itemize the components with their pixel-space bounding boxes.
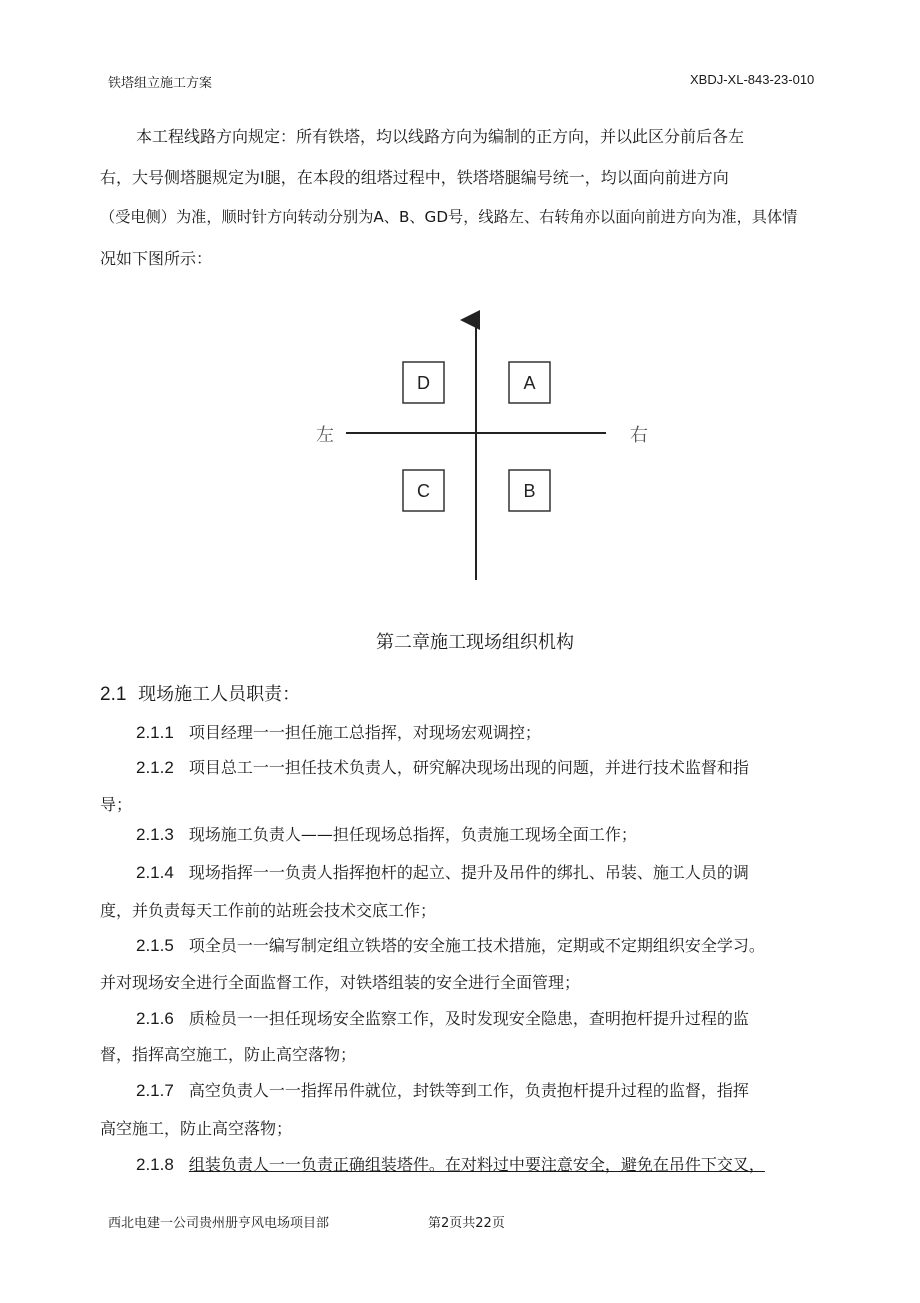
footer-org: 西北电建一公司贵州册亨风电场项目部	[108, 1216, 330, 1231]
chapter-title: 第二章施工现场组织机构	[376, 632, 574, 653]
item-2-1-5	[136, 933, 765, 956]
item-2-1-3	[136, 822, 637, 845]
header-doc-code: XBDJ-XL-843-23-010	[690, 72, 815, 87]
item-text: 项目经理一一担任施工总指挥，对现场宏观调控；	[188, 723, 541, 742]
item-number: 2.1.1	[136, 723, 174, 742]
item-text: 项全员一一编写制定组立铁塔的安全施工技术措施，定期或不定期组织安全学习。	[188, 936, 765, 955]
item-2-1-4	[136, 860, 749, 883]
item-text: 高空负责人一一指挥吊件就位，封铁等到工作，负责抱杆提升过程的监督，指挥	[188, 1081, 749, 1100]
item-text: 质检员一一担任现场安全监察工作，及时发现安全隐患，查明抱杆提升过程的监	[188, 1009, 749, 1028]
leg-label-d: D	[417, 373, 430, 393]
item-2-1-8	[136, 1152, 765, 1175]
tower-leg-diagram	[300, 310, 680, 590]
item-2-1-7-continuation: 高空施工，防止高空落物；	[100, 1119, 293, 1138]
item-number: 2.1.8	[136, 1155, 174, 1174]
label-right: 右	[630, 425, 648, 446]
footer-page-number: 第2页共22页	[428, 1216, 505, 1231]
item-text: 现场施工负责人——担任现场总指挥，负责施工现场全面工作；	[188, 825, 637, 844]
item-text: 现场指挥一一负责人指挥抱杆的起立、提升及吊件的绑扎、吊装、施工人员的调	[188, 863, 749, 882]
item-2-1-6	[136, 1006, 749, 1029]
leg-box-a	[509, 362, 550, 403]
intro-line-2: 右，大号侧塔腿规定为Ⅰ腿，在本段的组塔过程中，铁塔塔腿编号统一，均以面向前进方向	[100, 168, 729, 187]
leg-label-a: A	[523, 373, 536, 393]
header-doc-title: 铁塔组立施工方案	[108, 76, 213, 91]
item-2-1-6-continuation: 督，指挥高空施工，防止高空落物；	[100, 1045, 357, 1064]
item-number: 2.1.3	[136, 825, 174, 844]
leg-box-c	[403, 470, 444, 511]
section-heading	[100, 680, 300, 706]
leg-label-c: C	[417, 481, 430, 501]
section-number: 2.1	[100, 684, 127, 705]
intro-line-4: 况如下图所示：	[100, 249, 213, 268]
intro-line-1: 本工程线路方向规定：所有铁塔，均以线路方向为编制的正方向，并以此区分前后各左	[136, 127, 745, 146]
item-2-1-7	[136, 1078, 749, 1101]
item-number: 2.1.2	[136, 758, 174, 777]
item-number: 2.1.6	[136, 1009, 174, 1028]
item-number: 2.1.5	[136, 936, 174, 955]
item-number: 2.1.4	[136, 863, 174, 882]
item-text: 项目总工一一担任技术负责人，研究解决现场出现的问题，并进行技术监督和指	[188, 758, 749, 777]
section-title-text: 现场施工人员职责：	[138, 684, 301, 705]
leg-label-b: B	[523, 481, 536, 501]
item-2-1-5-continuation: 并对现场安全进行全面监督工作，对铁塔组装的安全进行全面管理；	[100, 973, 581, 992]
item-number: 2.1.7	[136, 1081, 174, 1100]
label-left: 左	[316, 425, 334, 446]
leg-box-d	[403, 362, 444, 403]
item-2-1-2	[136, 755, 749, 778]
leg-box-b	[509, 470, 550, 511]
item-text: 组装负责人一一负责正确组装塔件。在对料过中要注意安全，避免在吊件下交叉，	[188, 1155, 765, 1174]
item-2-1-1	[136, 720, 541, 743]
item-2-1-4-continuation: 度，并负责每天工作前的站班会技术交底工作；	[100, 901, 437, 920]
item-2-1-2-continuation: 导；	[100, 795, 133, 814]
intro-line-3: （受电侧）为准，顺时针方向转动分别为A、B、GD号，线路左、右转角亦以面向前进方向为准，具体情	[100, 208, 798, 226]
